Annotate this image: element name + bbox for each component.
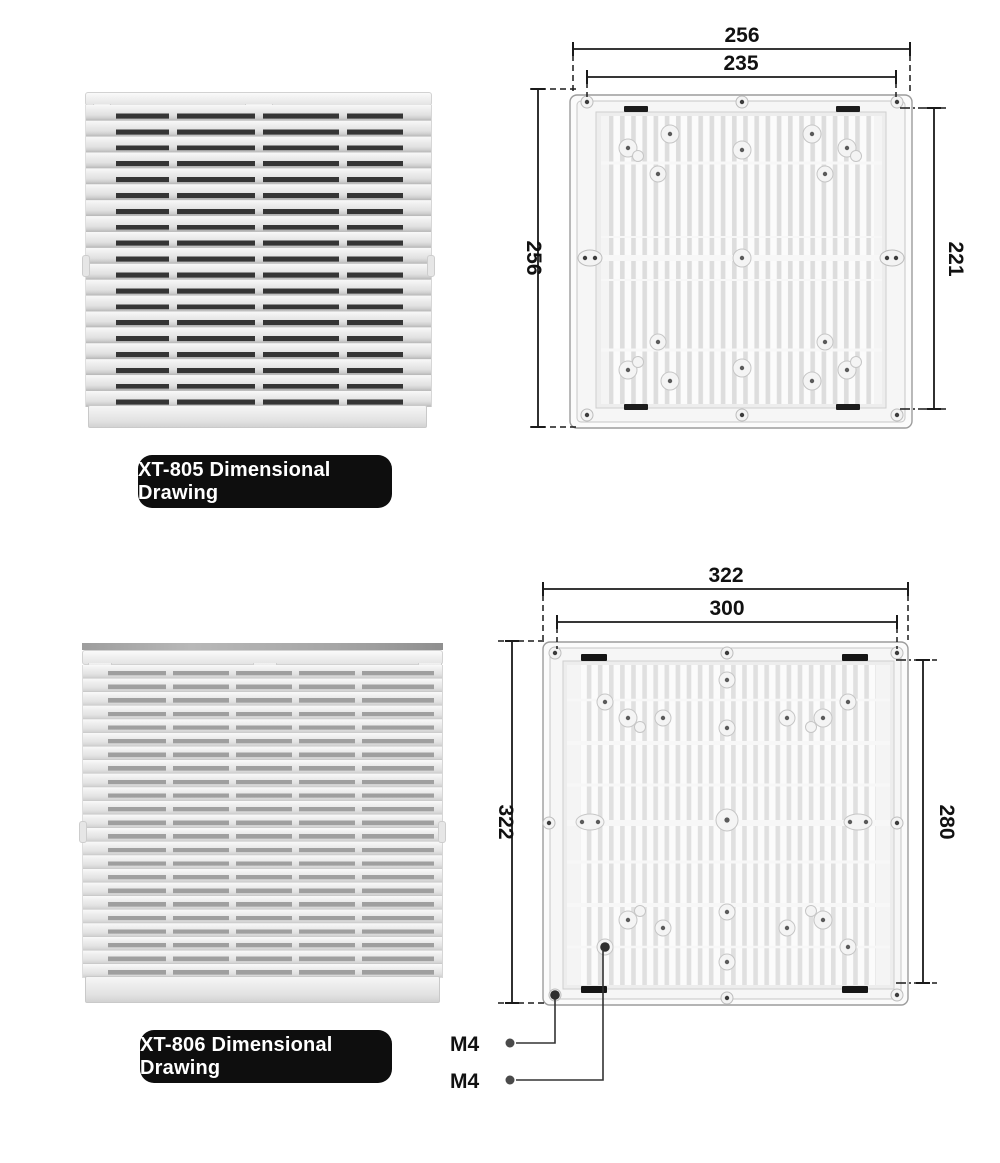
slot-column: [108, 665, 166, 978]
xt806-label-text: XT-806 Dimensional Drawing: [140, 1033, 333, 1079]
xt806-panel: [543, 642, 908, 1005]
dim-label-outer-width: 256: [724, 24, 760, 47]
slot-column: [177, 105, 255, 407]
m4-label-b: M4: [450, 1070, 480, 1093]
slot-column: [116, 105, 169, 407]
slot-column: [347, 105, 403, 407]
dim-outer-height: [494, 641, 548, 1003]
xt806-photo: [82, 643, 443, 1003]
xt805-louver-grille: [85, 105, 432, 407]
dim-label-outer-height: 322: [494, 804, 517, 840]
slot-column: [362, 665, 434, 978]
xt805-panel: [570, 95, 912, 428]
xt805-label-pill: [138, 455, 392, 508]
callout-dot: [506, 1039, 515, 1048]
xt806-louver-grille: [82, 665, 443, 978]
slot-column: [173, 665, 229, 978]
xt805-side-tab-right: [427, 255, 435, 277]
dim-hole-width: [557, 597, 897, 649]
dim-label-hole-width: 235: [723, 52, 759, 75]
dim-label-hole-height: 280: [935, 804, 958, 840]
xt806-base: [85, 976, 440, 1003]
dim-hole-width: [587, 52, 896, 99]
xt805-base: [88, 405, 427, 428]
target-hole-dot: [600, 942, 610, 952]
xt805-photo: [85, 92, 432, 428]
xt805-drawing: [495, 12, 990, 452]
dim-label-outer-height: 256: [522, 240, 545, 276]
xt805-side-tab-left: [82, 255, 90, 277]
target-hole-dot: [550, 990, 560, 1000]
callout-dot: [506, 1076, 515, 1085]
xt806-label-pill: [140, 1030, 392, 1083]
dim-label-hole-width: 300: [709, 597, 745, 620]
xt806-side-tab-left: [79, 821, 87, 843]
dim-label-outer-width: 322: [708, 564, 744, 587]
slot-column: [236, 665, 292, 978]
slot-column: [263, 105, 339, 407]
slot-column: [299, 665, 355, 978]
xt806-top-strip: [82, 643, 443, 650]
xt806-drawing: [440, 555, 995, 1115]
m4-label-a: M4: [450, 1033, 480, 1056]
dim-label-hole-height: 221: [944, 241, 967, 277]
xt805-label-text: XT-805 Dimensional Drawing: [138, 458, 331, 504]
